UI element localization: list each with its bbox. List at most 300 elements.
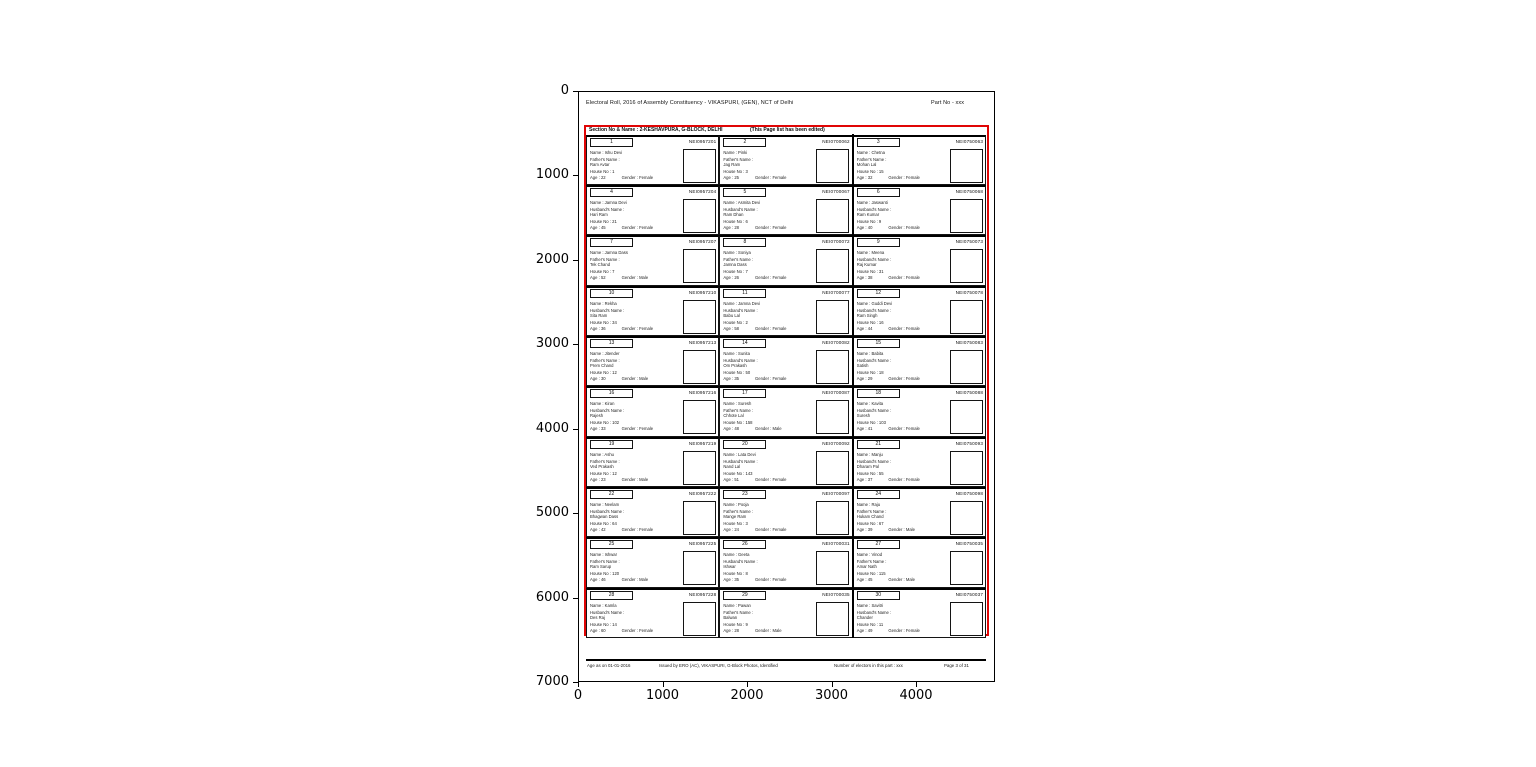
photo-placeholder-box (683, 300, 716, 334)
gender-value: Gender : Female (621, 526, 654, 532)
house-number-line: House No : 14 (590, 621, 617, 627)
epic-number: NEI0957204 (688, 188, 717, 194)
epic-number: NEI0957201 (688, 138, 717, 144)
house-number-line: House No : 7 (590, 269, 615, 275)
voter-name-line: Name : Jamna Devi (723, 300, 761, 306)
gender-value: Gender : Female (888, 627, 920, 633)
serial-number-box: 16 (590, 389, 633, 398)
x-tickmark (832, 682, 833, 687)
age-gender-line (723, 225, 786, 230)
relation-label: Husband's Name : (856, 357, 892, 363)
y-tick-label: 1000 (535, 167, 569, 183)
epic-number: NEI0750035 (955, 541, 984, 547)
relation-label: Father's Name : (590, 357, 620, 363)
house-number-line: House No : 50 (723, 369, 751, 375)
relation-name: Ram Kumar (856, 211, 880, 217)
gender-value: Gender : Female (755, 224, 787, 230)
gender-value: Gender : Female (621, 224, 654, 230)
relation-name: Satish (856, 362, 869, 368)
age-gender-line (723, 175, 786, 180)
age-gender-line (590, 225, 653, 230)
age-gender-line (857, 577, 915, 582)
y-tick-label: 4000 (535, 420, 569, 436)
serial-number-box: 14 (723, 339, 766, 348)
voter-name-line: Name : Ashu (590, 451, 614, 457)
epic-number: NEI0700035 (822, 591, 850, 597)
relation-name: Mohan Lal (856, 161, 877, 167)
relation-name: Ved Prakash (590, 463, 614, 469)
epic-number: NEI0750063 (955, 138, 984, 144)
section-header: Section No & Name : 2-KESHAVPURA, G-BLOCK, DELHI (589, 127, 723, 133)
epic-number: NEI0700067 (822, 188, 850, 194)
relation-label: Father's Name : (723, 408, 754, 414)
photo-placeholder-box (950, 451, 983, 485)
age-gender-line (590, 175, 653, 180)
epic-number: NEI0957207 (688, 239, 717, 245)
serial-number-box: 10 (590, 289, 633, 298)
age-value: Age : 32 (856, 174, 873, 180)
house-number-line: House No : 9 (856, 218, 882, 224)
relation-label: Husband's Name : (856, 408, 892, 414)
y-tick-label: 0 (560, 83, 569, 98)
photo-placeholder-box (816, 199, 849, 233)
photo-placeholder-box (950, 300, 983, 334)
relation-name: Rajesh (590, 413, 604, 419)
photo-placeholder-box (816, 400, 849, 434)
epic-number: NEI0750073 (955, 239, 984, 245)
house-number-line: House No : 11 (856, 621, 884, 627)
age-value: Age : 49 (856, 627, 873, 633)
age-value: Age : 40 (856, 224, 873, 230)
epic-number: NEI0700062 (822, 138, 850, 144)
relation-name: Nand Lal (723, 463, 741, 469)
age-value: Age : 60 (590, 627, 606, 633)
gender-value: Gender : Female (888, 224, 920, 230)
serial-number-box: 24 (857, 490, 900, 499)
serial-number-box: 8 (723, 238, 766, 247)
serial-number-box: 30 (857, 591, 900, 600)
voter-card (586, 135, 719, 185)
age-gender-line (723, 426, 781, 431)
footer-electors-note: Number of electors in this part : xxx (834, 663, 903, 668)
x-tick-label: 0 (573, 688, 583, 703)
photo-placeholder-box (950, 350, 983, 384)
age-value: Age : 24 (723, 526, 739, 532)
voter-card (719, 135, 852, 185)
age-gender-line (857, 477, 920, 482)
voter-card (853, 588, 986, 638)
voter-card (853, 487, 986, 537)
photo-placeholder-box (816, 300, 849, 334)
epic-number: NEI0750093 (955, 440, 984, 446)
relation-label: Husband's Name : (590, 408, 625, 414)
serial-number-box: 9 (857, 238, 900, 247)
relation-label: Husband's Name : (856, 307, 892, 313)
serial-number-box: 26 (723, 540, 766, 549)
age-gender-line (857, 326, 920, 331)
relation-name: Om Prakash (723, 362, 747, 368)
voter-card (586, 336, 719, 386)
serial-number-box: 6 (857, 188, 900, 197)
part-number: Part No - xxx (931, 100, 965, 106)
age-value: Age : 23 (590, 476, 606, 482)
house-number-line: House No : 102 (590, 420, 620, 426)
serial-number-box: 2 (723, 138, 766, 147)
age-gender-line (857, 225, 920, 230)
epic-number: NEI0750098 (955, 490, 984, 496)
serial-number-box: 25 (590, 540, 633, 549)
voter-card (719, 537, 852, 587)
footer-issue-note: Issued by ERO (AC), VIKASPURI, G-Block Photos, Identified (659, 663, 778, 668)
age-gender-line (857, 175, 920, 180)
house-number-line: House No : 120 (590, 571, 620, 577)
voter-name-line: Name : Ishwar (590, 552, 617, 558)
voter-card (586, 386, 719, 436)
footer-rule (586, 659, 986, 661)
voter-name-line: Name : Jamna Devi (590, 199, 627, 205)
house-number-line: House No : 6 (723, 218, 748, 224)
gender-value: Gender : Male (621, 476, 649, 482)
serial-number-box: 22 (590, 490, 633, 499)
serial-number-box: 13 (590, 339, 633, 348)
voter-card (719, 235, 852, 285)
voter-name-line: Name : Kavita (856, 401, 884, 407)
photo-placeholder-box (816, 149, 849, 183)
voter-card (586, 286, 719, 336)
photo-placeholder-box (683, 400, 716, 434)
serial-number-box: 5 (723, 188, 766, 197)
house-number-line: House No : 9 (723, 621, 748, 627)
voter-name-line: Name : Pooja (723, 501, 749, 507)
voter-name-line: Name : Kiran (590, 401, 615, 407)
age-gender-line (590, 477, 648, 482)
voter-card (719, 437, 852, 487)
relation-name: Mange Ram (723, 513, 747, 519)
photo-placeholder-box (950, 551, 983, 585)
serial-number-box: 21 (857, 440, 900, 449)
voter-card (719, 286, 852, 336)
photo-placeholder-box (950, 149, 983, 183)
x-tickmark (747, 682, 748, 687)
relation-name: Ishwar (723, 564, 736, 570)
relation-label: Father's Name : (590, 257, 620, 263)
x-tick-label: 3000 (814, 688, 849, 703)
gender-value: Gender : Female (621, 426, 654, 432)
relation-label: Husband's Name : (723, 206, 758, 212)
house-number-line: House No : 103 (856, 420, 886, 426)
voter-card (853, 336, 986, 386)
relation-label: Husband's Name : (590, 609, 625, 615)
house-number-line: House No : 158 (723, 420, 753, 426)
voter-card (719, 185, 852, 235)
voter-card (586, 537, 719, 587)
age-value: Age : 28 (723, 224, 739, 230)
serial-number-box: 15 (857, 339, 900, 348)
house-number-line: House No : 8 (723, 571, 748, 577)
epic-number: NEI0957225 (688, 541, 717, 547)
voter-card (719, 487, 852, 537)
voter-card (586, 185, 719, 235)
relation-label: Husband's Name : (590, 206, 625, 212)
serial-number-box: 17 (723, 389, 766, 398)
photo-placeholder-box (683, 149, 716, 183)
voter-name-line: Name : Geeta (723, 552, 750, 558)
voter-name-line: Name : Asmita Devi (723, 199, 761, 205)
photo-placeholder-box (683, 249, 716, 283)
electoral-roll-page (579, 92, 994, 681)
footer-page-note: Page 3 of 31 (944, 663, 969, 668)
relation-name: Jamna Dass (723, 262, 747, 268)
age-value: Age : 33 (590, 426, 606, 432)
relation-name: Chhote Lal (723, 413, 744, 419)
gender-value: Gender : Female (755, 325, 787, 331)
voter-card (586, 235, 719, 285)
age-value: Age : 41 (856, 426, 873, 432)
x-tickmark (578, 682, 579, 687)
relation-name: Suresh (856, 413, 871, 419)
relation-name: Hari Ram (590, 211, 608, 217)
photo-placeholder-box (683, 451, 716, 485)
document-title: Electoral Roll, 2016 of Assembly Constituency - VIKASPURI, (GEN), NCT of Delhi (586, 100, 794, 106)
relation-name: Jag Ram (723, 161, 741, 167)
house-number-line: House No : 2 (723, 319, 748, 325)
house-number-line: House No : 64 (590, 520, 617, 526)
serial-number-box: 18 (857, 389, 900, 398)
gender-value: Gender : Female (621, 174, 654, 180)
gender-value: Gender : Female (888, 426, 920, 432)
house-number-line: House No : 34 (590, 319, 617, 325)
relation-label: Husband's Name : (856, 458, 892, 464)
voter-name-line: Name : Guddi Devi (856, 300, 893, 306)
age-gender-line (590, 628, 653, 633)
house-number-line: House No : 67 (856, 520, 884, 526)
house-number-line: House No : 31 (856, 269, 884, 275)
age-gender-line (590, 326, 653, 331)
epic-number: NEI0957210 (688, 289, 717, 295)
y-tick-label: 3000 (535, 336, 569, 352)
relation-name: Prem Chand (590, 362, 614, 368)
relation-name: Tek Chand (590, 262, 611, 268)
gender-value: Gender : Female (755, 375, 787, 381)
age-gender-line (590, 527, 653, 532)
epic-number: NEI0750037 (955, 591, 984, 597)
relation-name: Ram Singh (856, 312, 878, 318)
voter-name-line: Name : Pawan (723, 602, 751, 608)
serial-number-box: 23 (723, 490, 766, 499)
relation-name: Bhagwan Dass (590, 513, 619, 519)
gender-value: Gender : Male (755, 627, 782, 633)
gender-value: Gender : Female (755, 174, 787, 180)
voter-card (719, 588, 852, 638)
serial-number-box: 28 (590, 591, 633, 600)
epic-number: NEI0957213 (688, 339, 717, 345)
age-gender-line (723, 628, 781, 633)
age-value: Age : 30 (590, 375, 606, 381)
serial-number-box: 12 (857, 289, 900, 298)
x-tick-label: 1000 (645, 688, 680, 703)
house-number-line: House No : 15 (856, 168, 884, 174)
voter-name-line: Name : Manju (856, 451, 883, 457)
y-tick-label: 5000 (535, 505, 569, 521)
voter-card (853, 185, 986, 235)
gender-value: Gender : Male (621, 375, 649, 381)
age-value: Age : 35 (723, 577, 739, 583)
relation-label: Husband's Name : (590, 508, 625, 514)
age-gender-line (590, 426, 653, 431)
relation-label: Father's Name : (590, 458, 620, 464)
house-number-line: House No : 21 (590, 218, 617, 224)
gender-value: Gender : Female (755, 577, 787, 583)
footer-age-note: Age as on 01-01-2016 (587, 663, 631, 668)
voter-card (719, 386, 852, 436)
epic-number: NEI0750088 (955, 390, 984, 396)
y-tick-label: 6000 (535, 589, 569, 605)
serial-number-box: 7 (590, 238, 633, 247)
voter-card (853, 537, 986, 587)
photo-placeholder-box (816, 249, 849, 283)
relation-name: Babu Lal (723, 312, 740, 318)
photo-placeholder-box (950, 501, 983, 535)
house-number-line: House No : 12 (590, 369, 617, 375)
voter-card (853, 437, 986, 487)
gender-value: Gender : Female (755, 526, 787, 532)
serial-number-box: 29 (723, 591, 766, 600)
epic-number: NEI0700077 (822, 289, 850, 295)
relation-name: Ram Avtar (590, 161, 610, 167)
photo-placeholder-box (816, 501, 849, 535)
epic-number: NEI0700092 (822, 440, 850, 446)
voter-name-line: Name : Pinki (723, 149, 748, 155)
gender-value: Gender : Female (888, 375, 920, 381)
age-gender-line (857, 628, 920, 633)
gender-value: Gender : Female (755, 476, 787, 482)
photo-placeholder-box (950, 199, 983, 233)
house-number-line: House No : 7 (723, 269, 748, 275)
gender-value: Gender : Male (888, 577, 915, 583)
age-value: Age : 38 (856, 275, 873, 281)
voter-name-line: Name : Ishu Devi (590, 149, 623, 155)
voter-name-line: Name : Jaswanti (856, 199, 888, 205)
photo-placeholder-box (950, 400, 983, 434)
photo-placeholder-box (816, 551, 849, 585)
voter-card (586, 588, 719, 638)
voter-name-line: Name : Raju (856, 501, 881, 507)
gender-value: Gender : Female (888, 325, 920, 331)
age-value: Age : 45 (856, 577, 873, 583)
epic-number: NEI0700082 (822, 339, 850, 345)
age-value: Age : 46 (590, 577, 606, 583)
voter-name-line: Name : Meena (856, 250, 885, 256)
photo-placeholder-box (683, 551, 716, 585)
relation-label: Husband's Name : (723, 458, 758, 464)
epic-number: NEI0750068 (955, 188, 984, 194)
gender-value: Gender : Female (888, 275, 920, 281)
gender-value: Gender : Female (888, 476, 920, 482)
voter-name-line: Name : Jitender (590, 350, 620, 356)
relation-label: Husband's Name : (856, 206, 892, 212)
relation-label: Husband's Name : (590, 307, 625, 313)
voter-name-line: Name : Suresh (723, 401, 752, 407)
age-value: Age : 39 (856, 526, 873, 532)
photo-placeholder-box (816, 451, 849, 485)
age-gender-line (723, 275, 786, 280)
voter-card (853, 286, 986, 336)
age-gender-line (857, 376, 920, 381)
x-tickmark (663, 682, 664, 687)
voter-name-line: Name : Kamla (590, 602, 617, 608)
epic-number: NEI0957222 (688, 490, 717, 496)
gender-value: Gender : Male (755, 426, 782, 432)
relation-label: Husband's Name : (856, 609, 892, 615)
epic-number: NEI0957228 (688, 591, 717, 597)
relation-label: Father's Name : (590, 156, 620, 162)
serial-number-box: 20 (723, 440, 766, 449)
house-number-line: House No : 55 (856, 470, 884, 476)
plot-axes (578, 91, 995, 682)
gender-value: Gender : Male (621, 275, 649, 281)
age-value: Age : 44 (856, 325, 873, 331)
serial-number-box: 3 (857, 138, 900, 147)
photo-placeholder-box (683, 199, 716, 233)
voter-name-line: Name : Lata Devi (723, 451, 756, 457)
relation-label: Father's Name : (723, 257, 754, 263)
age-value: Age : 37 (856, 476, 873, 482)
relation-label: Father's Name : (856, 156, 887, 162)
relation-label: Father's Name : (723, 609, 754, 615)
photo-placeholder-box (683, 501, 716, 535)
house-number-line: House No : 1 (590, 168, 615, 174)
epic-number: NEI0750083 (955, 339, 984, 345)
relation-label: Husband's Name : (723, 357, 758, 363)
edited-note: (This Page list has been edited) (750, 127, 825, 133)
voter-card (853, 235, 986, 285)
relation-name: Balwan (723, 614, 738, 620)
voter-name-line: Name : Vinod (856, 552, 883, 558)
voter-card (719, 336, 852, 386)
relation-name: Ram Dhan (723, 211, 744, 217)
age-value: Age : 58 (723, 325, 739, 331)
serial-number-box: 27 (857, 540, 900, 549)
relation-name: Dharam Pal (856, 463, 879, 469)
house-number-line: House No : 12 (590, 470, 617, 476)
gender-value: Gender : Male (621, 577, 649, 583)
voter-card (853, 386, 986, 436)
serial-number-box: 4 (590, 188, 633, 197)
relation-name: Raj Kumar (856, 262, 877, 268)
age-value: Age : 26 (723, 275, 739, 281)
house-number-line: House No : 143 (723, 470, 753, 476)
age-value: Age : 29 (856, 375, 873, 381)
house-number-line: House No : 18 (856, 369, 884, 375)
voter-card (586, 487, 719, 537)
age-value: Age : 51 (723, 476, 739, 482)
epic-number: NEI0700097 (822, 490, 850, 496)
age-gender-line (723, 376, 786, 381)
voter-name-line: Name : Jamna Dass (590, 250, 628, 256)
y-tick-label: 2000 (535, 251, 569, 267)
voter-name-line: Name : Neelam (590, 501, 620, 507)
photo-placeholder-box (683, 350, 716, 384)
serial-number-box: 1 (590, 138, 633, 147)
age-gender-line (723, 326, 786, 331)
voter-name-line: Name : Soniya (723, 250, 751, 256)
epic-number: NEI0750078 (955, 289, 984, 295)
age-gender-line (723, 477, 786, 482)
age-gender-line (857, 426, 920, 431)
photo-placeholder-box (816, 602, 849, 636)
voter-name-line: Name : Chetna (856, 149, 885, 155)
house-number-line: House No : 3 (723, 520, 748, 526)
